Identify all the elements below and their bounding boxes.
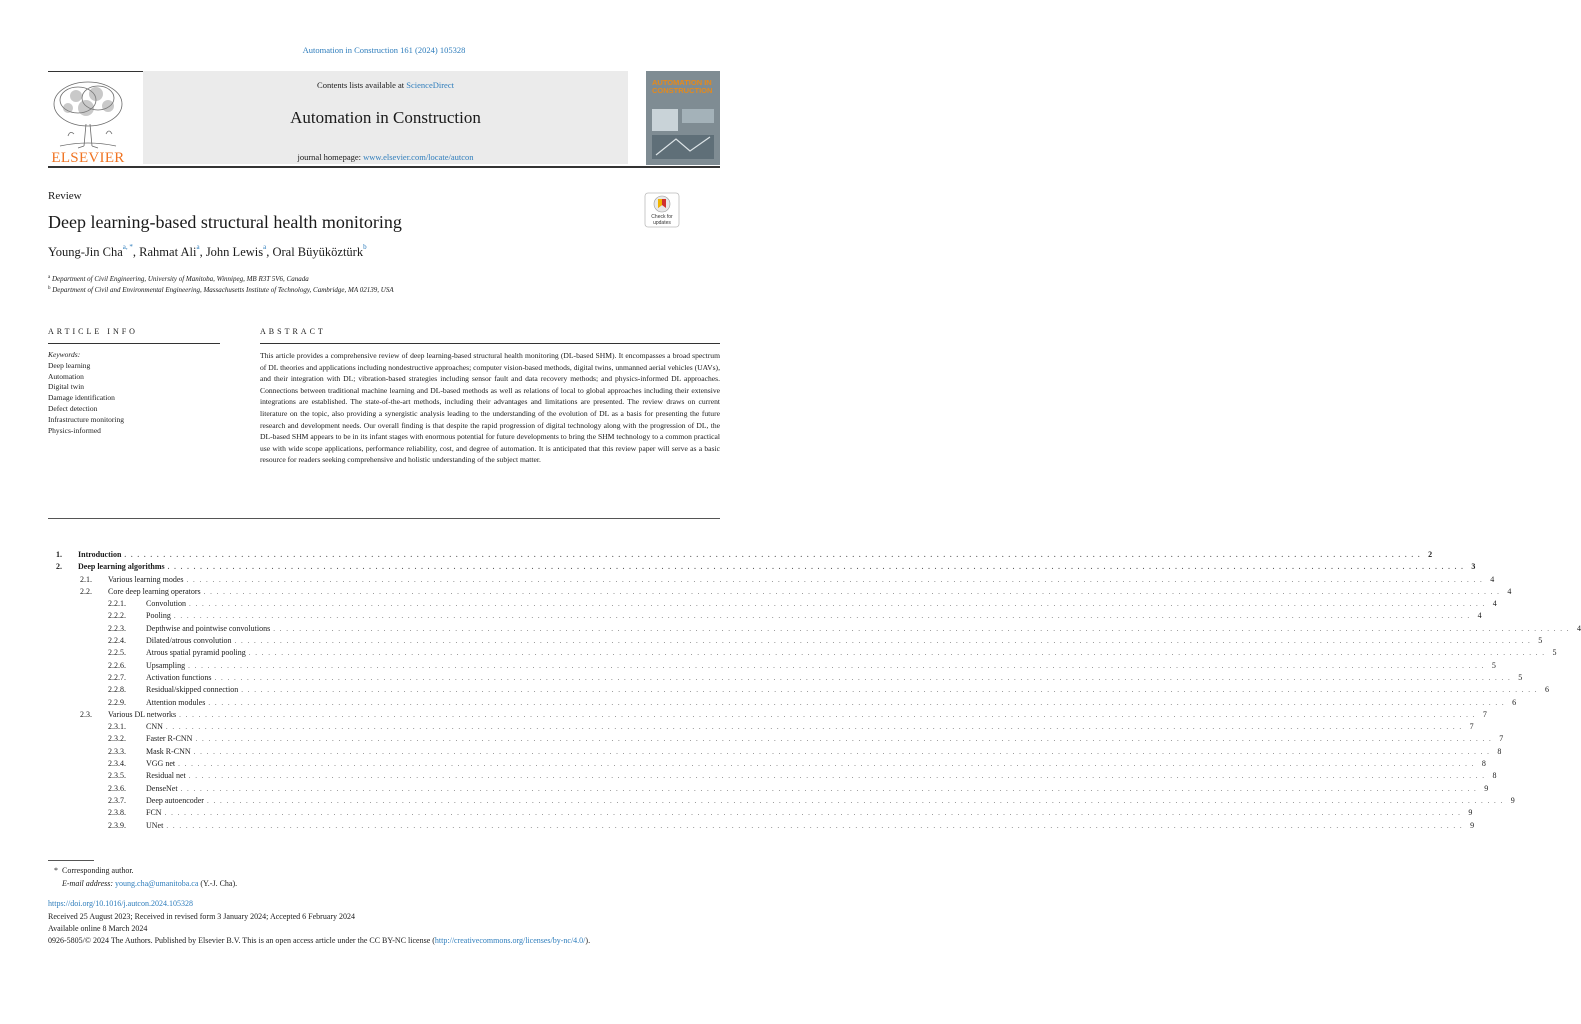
toc-title[interactable]: Mask R-CNN xyxy=(146,746,191,756)
keywords-block xyxy=(48,350,218,436)
footnote-mark: * xyxy=(54,866,58,875)
toc-leader-dots: . . . . . . . . . . . . . . . . . . . . . . . . . . . . . . . . . . . . . . . . . . . . . . . . . . . . . . . . . . . . . . . . . . . . . . . . . . . . . . . . . . . . . . . . . . . . . . . . . . . . . . . . . . . . . . . . . . . . . . . . . . . . . . . . . . . . . . . . . . . . . . . . . . . . . . . . . . . . . . . . . . . . . . . . . . . . . . . . . . . . . . . . . . . . . . . . . . . . . . . . xyxy=(166,821,1464,830)
toc-number: 2.3.4. xyxy=(108,759,126,769)
toc-entry[interactable] xyxy=(48,795,1515,808)
toc-page-number: 8 xyxy=(1492,771,1497,781)
toc-number: 2. xyxy=(56,562,62,572)
cover-image-icon xyxy=(646,105,720,165)
toc-title[interactable]: Atrous spatial pyramid pooling xyxy=(146,648,246,658)
toc-page-number: 4 xyxy=(1576,623,1581,633)
toc-leader-dots: . . . . . . . . . . . . . . . . . . . . . . . . . . . . . . . . . . . . . . . . . . . . . . . . . . . . . . . . . . . . . . . . . . . . . . . . . . . . . . . . . . . . . . . . . . . . . . . . . . . . . . . . . . . . . . . . . . . . . . . . . . . . . . . . . . . . . . . . . . . . . . . . . . . . . . . . . . . . . . . . . . . . . . . . . . . . . . . . . . . . . . . . . . . . . . . . . . . . . . . . xyxy=(164,809,1462,818)
toc-entry[interactable] xyxy=(48,660,1496,673)
toc-page-number: 6 xyxy=(1512,697,1517,707)
toc-entry[interactable] xyxy=(48,783,1489,796)
toc-number: 2.3.3. xyxy=(108,746,126,756)
author-name[interactable]: Young-Jin Cha xyxy=(48,245,123,259)
toc-leader-dots: . . . . . . . . . . . . . . . . . . . . . . . . . . . . . . . . . . . . . . . . . . . . . . . . . . . . . . . . . . . . . . . . . . . . . . . . . . . . . . . . . . . . . . . . . . . . . . . . . . . . . . . . . . . . . . . . . . . . . . . . . . . . . . . . . . . . . . . . . . . . . . . . . . . . . . . . . . . . . . . . . . . . . . . . . . . . . . . . . . . . . . . . . . . . . . . . . . . . . . . . xyxy=(248,649,1546,658)
toc-entry[interactable] xyxy=(48,685,1549,697)
toc-leader-dots: . . . . . . . . . . . . . . . . . . . . . . . . . . . . . . . . . . . . . . . . . . . . . . . . . . . . . . . . . . . . . . . . . . . . . . . . . . . . . . . . . . . . . . . . . . . . . . . . . . . . . . . . . . . . . . . . . . . . . . . . . . . . . . . . . . . . . . . . . . . . . . . . . . . . . . . . . . . . . . . . . . . . . . . . . . . . . . . . . . . . . . . . . . . . . . . . . . . . . . . . xyxy=(241,686,1538,695)
toc-page-number: 5 xyxy=(1518,672,1523,682)
toc-page-number: 9 xyxy=(1510,795,1515,805)
author-affiliation-mark[interactable]: a xyxy=(196,243,200,251)
toc-number: 2.2.7. xyxy=(108,672,126,682)
toc-entry[interactable] xyxy=(48,574,1495,587)
toc-entry[interactable] xyxy=(48,672,1523,685)
toc-entry[interactable] xyxy=(48,709,1487,722)
toc-page-number: 8 xyxy=(1497,746,1502,756)
toc-title[interactable]: UNet xyxy=(146,820,164,830)
cover-title: AUTOMATION IN CONSTRUCTION xyxy=(652,78,713,95)
author-affiliation-mark[interactable]: a xyxy=(263,243,267,251)
toc-number: 2.2.8. xyxy=(108,685,126,695)
toc-number: 2.2.6. xyxy=(108,660,126,670)
email-label: E-mail address: xyxy=(62,879,114,888)
keyword-item[interactable]: Automation xyxy=(48,371,84,381)
toc-number: 2.2.5. xyxy=(108,648,126,658)
toc-entry[interactable] xyxy=(48,746,1502,759)
available-online-date: Available online 8 March 2024 xyxy=(48,924,148,933)
toc-number: 2.2.2. xyxy=(108,611,126,621)
toc-title[interactable]: VGG net xyxy=(146,759,176,769)
toc-leader-dots: . . . . . . . . . . . . . . . . . . . . . . . . . . . . . . . . . . . . . . . . . . . . . . . . . . . . . . . . . . . . . . . . . . . . . . . . . . . . . . . . . . . . . . . . . . . . . . . . . . . . . . . . . . . . . . . . . . . . . . . . . . . . . . . . . . . . . . . . . . . . . . . . . . . . . . . . . . . . . . . . . . . . . . . . . . . . . . . . . . . . . . . . . . . . . . . . . . . . . . . . xyxy=(193,747,1491,756)
keyword-item[interactable]: Damage identification xyxy=(48,393,115,403)
toc-title[interactable]: Core deep learning operators xyxy=(108,586,201,596)
corresponding-author-text: Corresponding author. xyxy=(62,866,134,875)
toc-leader-dots: . . . . . . . . . . . . . . . . . . . . . . . . . . . . . . . . . . . . . . . . . . . . . . . . . . . . . . . . . . . . . . . . . . . . . . . . . . . . . . . . . . . . . . . . . . . . . . . . . . . . . . . . . . . . . . . . . . . . . . . . . . . . . . . . . . . . . . . . . . . . . . . . . . . . . . . . . . . . . . . . . . . . . . . . . . . . . . . . . . . . . . . . . . . . . . . . . . . . . . . . xyxy=(214,673,1512,682)
keyword-item[interactable]: Infrastructure monitoring xyxy=(48,414,125,424)
keyword-item[interactable]: Deep learning xyxy=(48,360,91,370)
toc-entry[interactable] xyxy=(48,771,1497,783)
toc-leader-dots: . . . . . . . . . . . . . . . . . . . . . . . . . . . . . . . . . . . . . . . . . . . . . . . . . . . . . . . . . . . . . . . . . . . . . . . . . . . . . . . . . . . . . . . . . . . . . . . . . . . . . . . . . . . . . . . . . . . . . . . . . . . . . . . . . . . . . . . . . . . . . . . . . . . . . . . . . . . . . . . . . . . . . . . . . . . . . . . . . . . . . . . . . . . . . . . . . . . . . . . . xyxy=(179,710,1476,719)
toc-number: 2.3.6. xyxy=(108,783,126,793)
toc-page-number: 2 xyxy=(1428,550,1433,559)
toc-page-number: 5 xyxy=(1491,660,1496,670)
toc-leader-dots: . . . . . . . . . . . . . . . . . . . . . . . . . . . . . . . . . . . . . . . . . . . . . . . . . . . . . . . . . . . . . . . . . . . . . . . . . . . . . . . . . . . . . . . . . . . . . . . . . . . . . . . . . . . . . . . . . . . . . . . . . . . . . . . . . . . . . . . . . . . . . . . . . . . . . . . . . . . . . . . . . . . . . . . . . . . . . . . . . . . . . . . . . . . . . . . . . . . . . . . . xyxy=(206,796,1504,805)
toc-page-number: 6 xyxy=(1544,685,1549,695)
article-type: Review xyxy=(48,190,82,202)
toc-title[interactable]: Upsampling xyxy=(146,660,186,670)
toc-entry[interactable] xyxy=(48,697,1517,710)
toc-leader-dots: . . . . . . . . . . . . . . . . . . . . . . . . . . . . . . . . . . . . . . . . . . . . . . . . . . . . . . . . . . . . . . . . . . . . . . . . . . . . . . . . . . . . . . . . . . . . . . . . . . . . . . . . . . . . . . . . . . . . . . . . . . . . . . . . . . . . . . . . . . . . . . . . . . . . . . . . . . . . . . . . . . . . . . . . . . . . . . . . . . . . . . . . . . . . . . . . . . . . . . . . xyxy=(178,760,1475,769)
toc-number: 2.2.3. xyxy=(108,623,126,633)
toc-page-number: 8 xyxy=(1481,759,1486,769)
corresponding-author-note xyxy=(54,866,134,875)
toc-page-number: 9 xyxy=(1484,783,1489,793)
author-name[interactable]: Oral Büyüköztürk xyxy=(272,245,364,259)
toc-page-number: 9 xyxy=(1468,808,1473,818)
toc-title[interactable]: Residual/skipped connection xyxy=(146,685,239,695)
journal-homepage-line xyxy=(143,152,628,162)
toc-entry[interactable] xyxy=(48,820,1475,833)
toc-page-number: 4 xyxy=(1492,599,1497,609)
toc-page-number: 5 xyxy=(1538,636,1543,646)
toc-number: 2.2.4. xyxy=(108,636,126,646)
toc-title[interactable]: Activation functions xyxy=(146,672,212,682)
toc-leader-dots: . . . . . . . . . . . . . . . . . . . . . . . . . . . . . . . . . . . . . . . . . . . . . . . . . . . . . . . . . . . . . . . . . . . . . . . . . . . . . . . . . . . . . . . . . . . . . . . . . . . . . . . . . . . . . . . . . . . . . . . . . . . . . . . . . . . . . . . . . . . . . . . . . . . . . . . . . . . . . . . . . . . . . . . . . . . . . . . . . . . . . . . . . . . . . . . . . . . . . . . . xyxy=(186,575,1484,584)
toc-page-number: 5 xyxy=(1552,648,1557,658)
toc-entry[interactable] xyxy=(48,599,1497,611)
check-updates-label: Check for updates xyxy=(651,214,673,226)
toc-leader-dots: . . . . . . . . . . . . . . . . . . . . . . . . . . . . . . . . . . . . . . . . . . . . . . . . . . . . . . . . . . . . . . . . . . . . . . . . . . . . . . . . . . . . . . . . . . . . . . . . . . . . . . . . . . . . . . . . . . . . . . . . . . . . . . . . . . . . . . . . . . . . . . . . . . . . . . . . . . . . . . . . . . . . . . . . . . . . . . . . . . . . . . . . . . . . . . . . . . . . . . . . xyxy=(189,600,1486,609)
toc-entry[interactable] xyxy=(48,611,1482,623)
author-list xyxy=(48,245,367,260)
toc-page-number: 9 xyxy=(1470,820,1475,830)
journal-homepage-link[interactable]: www.elsevier.com/locate/autcon xyxy=(363,152,474,162)
contents-available-line xyxy=(143,80,628,90)
journal-name: Automation in Construction xyxy=(290,108,481,127)
toc-title[interactable]: Deep learning algorithms xyxy=(78,562,165,572)
toc-title[interactable]: Depthwise and pointwise convolutions xyxy=(146,623,271,633)
toc-entry[interactable] xyxy=(48,562,1476,574)
abstract-bottom-rule xyxy=(48,518,720,519)
keyword-item[interactable]: Digital twin xyxy=(48,382,85,392)
toc-number: 2.3. xyxy=(80,709,92,719)
toc-title[interactable]: Faster R-CNN xyxy=(146,734,193,744)
affiliation-mark: b xyxy=(48,286,51,291)
email-suffix: (Y.-J. Cha). xyxy=(200,879,238,888)
toc-entry[interactable] xyxy=(48,759,1486,771)
contents-prefix: Contents lists available at xyxy=(317,80,407,90)
doi-link[interactable]: https://doi.org/10.1016/j.autcon.2024.105328 xyxy=(48,899,193,908)
article-info-rule xyxy=(48,343,220,344)
affiliation-text: Department of Civil Engineering, University of Manitoba, Winnipeg, MB R3T 5V6, Canada xyxy=(51,275,309,283)
toc-page-number: 7 xyxy=(1469,722,1474,732)
abstract-rule xyxy=(260,343,720,344)
toc-page-number: 7 xyxy=(1499,734,1504,744)
toc-title[interactable]: CNN xyxy=(146,722,163,732)
abstract-heading: ABSTRACT xyxy=(260,327,326,336)
email-link[interactable]: young.cha@umanitoba.ca xyxy=(115,879,199,888)
toc-title[interactable]: Dilated/atrous convolution xyxy=(146,636,232,646)
toc-leader-dots: . . . . . . . . . . . . . . . . . . . . . . . . . . . . . . . . . . . . . . . . . . . . . . . . . . . . . . . . . . . . . . . . . . . . . . . . . . . . . . . . . . . . . . . . . . . . . . . . . . . . . . . . . . . . . . . . . . . . . . . . . . . . . . . . . . . . . . . . . . . . . . . . . . . . . . . . . . . . . . . . . . . . . . . . . . . . . . . . . . . . . . . . . . . . . . . . . . . . . . . . xyxy=(195,735,1493,744)
table-of-contents xyxy=(48,550,1581,833)
toc-title[interactable]: Convolution xyxy=(146,599,187,609)
toc-number: 2.1. xyxy=(80,574,92,584)
affiliation-a xyxy=(48,275,309,283)
toc-title[interactable]: Various DL networks xyxy=(108,709,177,719)
footnote-rule xyxy=(48,860,94,861)
toc-entry[interactable] xyxy=(48,722,1474,734)
toc-number: 2.2.9. xyxy=(108,697,126,707)
elsevier-wordmark: ELSEVIER xyxy=(51,150,125,166)
toc-entry[interactable] xyxy=(48,648,1557,660)
toc-leader-dots: . . . . . . . . . . . . . . . . . . . . . . . . . . . . . . . . . . . . . . . . . . . . . . . . . . . . . . . . . . . . . . . . . . . . . . . . . . . . . . . . . . . . . . . . . . . . . . . . . . . . . . . . . . . . . . . . . . . . . . . . . . . . . . . . . . . . . . . . . . . . . . . . . . . . . . . . . . . . . . . . . . . . . . . . . . . . . . . . . . . . . . . . . . . . . . . . . . . . . . . . xyxy=(167,563,1465,572)
email-note xyxy=(62,879,237,888)
toc-leader-dots: . . . . . . . . . . . . . . . . . . . . . . . . . . . . . . . . . . . . . . . . . . . . . . . . . . . . . . . . . . . . . . . . . . . . . . . . . . . . . . . . . . . . . . . . . . . . . . . . . . . . . . . . . . . . . . . . . . . . . . . . . . . . . . . . . . . . . . . . . . . . . . . . . . . . . . . . . . . . . . . . . . . . . . . . . . . . . . . . . . . . . . . . . . . . . . . . . . . . . . . . xyxy=(165,723,1463,732)
article-dates: Received 25 August 2023; Received in revised form 3 January 2024; Accepted 6 February 2024 xyxy=(48,912,356,921)
toc-leader-dots: . . . . . . . . . . . . . . . . . . . . . . . . . . . . . . . . . . . . . . . . . . . . . . . . . . . . . . . . . . . . . . . . . . . . . . . . . . . . . . . . . . . . . . . . . . . . . . . . . . . . . . . . . . . . . . . . . . . . . . . . . . . . . . . . . . . . . . . . . . . . . . . . . . . . . . . . . . . . . . . . . . . . . . . . . . . . . . . . . . . . . . . . . . . . . . . . . . . . . . . . xyxy=(234,637,1532,646)
toc-page-number: 7 xyxy=(1482,709,1487,719)
affiliation-text: Department of Civil and Environmental Engineering, Massachusetts Institute of Technology, Cambridge, MA 02139, USA xyxy=(52,286,394,294)
header-bottom-rule xyxy=(48,166,720,168)
toc-entry[interactable] xyxy=(48,586,1512,599)
toc-number: 2.3.7. xyxy=(108,795,126,805)
homepage-prefix: journal homepage: xyxy=(297,152,364,162)
toc-entry[interactable] xyxy=(48,623,1581,636)
author-name[interactable]: Rahmat Ali xyxy=(139,245,197,259)
toc-number: 2.2. xyxy=(80,586,92,596)
toc-entry[interactable] xyxy=(48,550,1433,562)
author-name[interactable]: John Lewis xyxy=(205,245,264,259)
toc-entry[interactable] xyxy=(48,636,1543,648)
license-text: 0926-5805/© 2024 The Authors. Published by Elsevier B.V. This is an open access article under the CC BY-NC license ( xyxy=(48,936,435,945)
toc-number: 2.3.9. xyxy=(108,820,126,830)
abstract-text: This article provides a comprehensive review of deep learning-based structural health monitoring (DL-based SHM). It encompasses a broad spectrum of DL theories and applications including nondestructive approaches; computer vision-based methods, digital twins, unmanned aerial vehicles (UAVs), and their integration with DL; vibration-based strategies including sensor fault and data recovery methods; and physics-informed DL approaches. Connections between traditional machine learning and DL-based methods as well as relations of local to global approaches including their extensive integrations are established. The state-of-the-art methods, including their advantages and limitations are presented. The review draws on current literature on the topic, also providing a synergistic analysis leading to the understanding of the evolution of DL as a basis for presenting the future research and development needs. Our overall finding is that despite the rapid progression of digital technology along with the progression of DL, the DL-based SHM appears to be in its infant stages with enormous potential for future developments to bring the SHM technology to a common practical use with wide scope applications, performance reliability, cost, and degree of automation. It is anticipated that this review paper will serve as a basic resource for readers seeking comprehensive and holistic understanding of the subject matter. xyxy=(260,351,720,465)
keyword-item[interactable]: Physics-informed xyxy=(48,425,101,435)
article-title: Deep learning-based structural health monitoring xyxy=(48,212,402,232)
toc-page-number: 4 xyxy=(1507,586,1512,596)
toc-page-number: 3 xyxy=(1471,562,1476,572)
license-statement xyxy=(48,935,720,947)
toc-title[interactable]: Pooling xyxy=(146,611,171,621)
license-link[interactable]: http://creativecommons.org/licenses/by-nc/4.0/ xyxy=(434,936,586,945)
affiliation-mark: a xyxy=(48,275,51,280)
author-separator: , xyxy=(199,245,206,259)
toc-title[interactable]: DenseNet xyxy=(146,783,178,793)
check-for-updates-badge[interactable] xyxy=(644,192,680,228)
affiliation-b xyxy=(48,286,394,294)
keywords-label: Keywords: xyxy=(48,350,81,359)
toc-leader-dots: . . . . . . . . . . . . . . . . . . . . . . . . . . . . . . . . . . . . . . . . . . . . . . . . . . . . . . . . . . . . . . . . . . . . . . . . . . . . . . . . . . . . . . . . . . . . . . . . . . . . . . . . . . . . . . . . . . . . . . . . . . . . . . . . . . . . . . . . . . . . . . . . . . . . . . . . . . . . . . . . . . . . . . . . . . . . . . . . . . . . . . . . . . . . . . . . . . . . . . . . xyxy=(203,587,1501,596)
toc-number: 2.2.1. xyxy=(108,599,126,609)
journal-cover-thumbnail[interactable] xyxy=(646,71,720,165)
toc-entry[interactable] xyxy=(48,808,1473,820)
toc-title[interactable]: Residual net xyxy=(146,771,186,781)
toc-leader-dots: . . . . . . . . . . . . . . . . . . . . . . . . . . . . . . . . . . . . . . . . . . . . . . . . . . . . . . . . . . . . . . . . . . . . . . . . . . . . . . . . . . . . . . . . . . . . . . . . . . . . . . . . . . . . . . . . . . . . . . . . . . . . . . . . . . . . . . . . . . . . . . . . . . . . . . . . . . . . . . . . . . . . . . . . . . . . . . . . . . . . . . . . . . . . . . . . . . . . . . . . xyxy=(188,661,1485,670)
journal-reference-link[interactable]: Automation in Construction 161 (2024) 105328 xyxy=(302,45,466,55)
toc-number: 1. xyxy=(56,550,62,559)
author-separator: , xyxy=(266,245,273,259)
toc-page-number: 4 xyxy=(1490,574,1495,584)
toc-leader-dots: . . . . . . . . . . . . . . . . . . . . . . . . . . . . . . . . . . . . . . . . . . . . . . . . . . . . . . . . . . . . . . . . . . . . . . . . . . . . . . . . . . . . . . . . . . . . . . . . . . . . . . . . . . . . . . . . . . . . . . . . . . . . . . . . . . . . . . . . . . . . . . . . . . . . . . . . . . . . . . . . . . . . . . . . . . . . . . . . . . . . . . . . . . . . . . . . . . . . . . . . xyxy=(273,624,1570,633)
toc-leader-dots: . . . . . . . . . . . . . . . . . . . . . . . . . . . . . . . . . . . . . . . . . . . . . . . . . . . . . . . . . . . . . . . . . . . . . . . . . . . . . . . . . . . . . . . . . . . . . . . . . . . . . . . . . . . . . . . . . . . . . . . . . . . . . . . . . . . . . . . . . . . . . . . . . . . . . . . . . . . . . . . . . . . . . . . . . . . . . . . . . . . . . . . . . . . . . . . . . . . . . . . . xyxy=(180,784,1478,793)
toc-leader-dots: . . . . . . . . . . . . . . . . . . . . . . . . . . . . . . . . . . . . . . . . . . . . . . . . . . . . . . . . . . . . . . . . . . . . . . . . . . . . . . . . . . . . . . . . . . . . . . . . . . . . . . . . . . . . . . . . . . . . . . . . . . . . . . . . . . . . . . . . . . . . . . . . . . . . . . . . . . . . . . . . . . . . . . . . . . . . . . . . . . . . . . . . . . . . . . . . . . . . . . . . xyxy=(208,698,1506,707)
toc-number: 2.3.5. xyxy=(108,771,126,781)
toc-leader-dots: . . . . . . . . . . . . . . . . . . . . . . . . . . . . . . . . . . . . . . . . . . . . . . . . . . . . . . . . . . . . . . . . . . . . . . . . . . . . . . . . . . . . . . . . . . . . . . . . . . . . . . . . . . . . . . . . . . . . . . . . . . . . . . . . . . . . . . . . . . . . . . . . . . . . . . . . . . . . . . . . . . . . . . . . . . . . . . . . . . . . . . . . . . . . . . . . . . . . . . . . xyxy=(173,612,1471,621)
toc-entry[interactable] xyxy=(48,734,1504,746)
article-info-heading: ARTICLE INFO xyxy=(48,327,138,336)
toc-number: 2.3.8. xyxy=(108,808,126,818)
sciencedirect-link[interactable]: ScienceDirect xyxy=(406,80,454,90)
author-affiliation-mark[interactable]: b xyxy=(363,243,367,251)
keyword-item[interactable]: Defect detection xyxy=(48,403,98,413)
toc-number: 2.3.1. xyxy=(108,722,126,732)
toc-leader-dots: . . . . . . . . . . . . . . . . . . . . . . . . . . . . . . . . . . . . . . . . . . . . . . . . . . . . . . . . . . . . . . . . . . . . . . . . . . . . . . . . . . . . . . . . . . . . . . . . . . . . . . . . . . . . . . . . . . . . . . . . . . . . . . . . . . . . . . . . . . . . . . . . . . . . . . . . . . . . . . . . . . . . . . . . . . . . . . . . . . . . . . . . . . . . . . . . . . . . . . . . xyxy=(124,551,1422,559)
toc-title[interactable]: Various learning modes xyxy=(108,574,184,584)
toc-title[interactable]: FCN xyxy=(146,808,162,818)
license-end: ). xyxy=(585,936,591,945)
toc-number: 2.3.2. xyxy=(108,734,126,744)
author-affiliation-mark[interactable]: a, * xyxy=(122,243,133,251)
toc-page-number: 4 xyxy=(1477,611,1482,621)
toc-title[interactable]: Deep autoencoder xyxy=(146,795,204,805)
author-separator: , xyxy=(132,245,140,259)
toc-leader-dots: . . . . . . . . . . . . . . . . . . . . . . . . . . . . . . . . . . . . . . . . . . . . . . . . . . . . . . . . . . . . . . . . . . . . . . . . . . . . . . . . . . . . . . . . . . . . . . . . . . . . . . . . . . . . . . . . . . . . . . . . . . . . . . . . . . . . . . . . . . . . . . . . . . . . . . . . . . . . . . . . . . . . . . . . . . . . . . . . . . . . . . . . . . . . . . . . . . . . . . . . xyxy=(188,772,1486,781)
toc-title[interactable]: Attention modules xyxy=(146,697,206,707)
toc-title[interactable]: Introduction xyxy=(78,550,122,559)
